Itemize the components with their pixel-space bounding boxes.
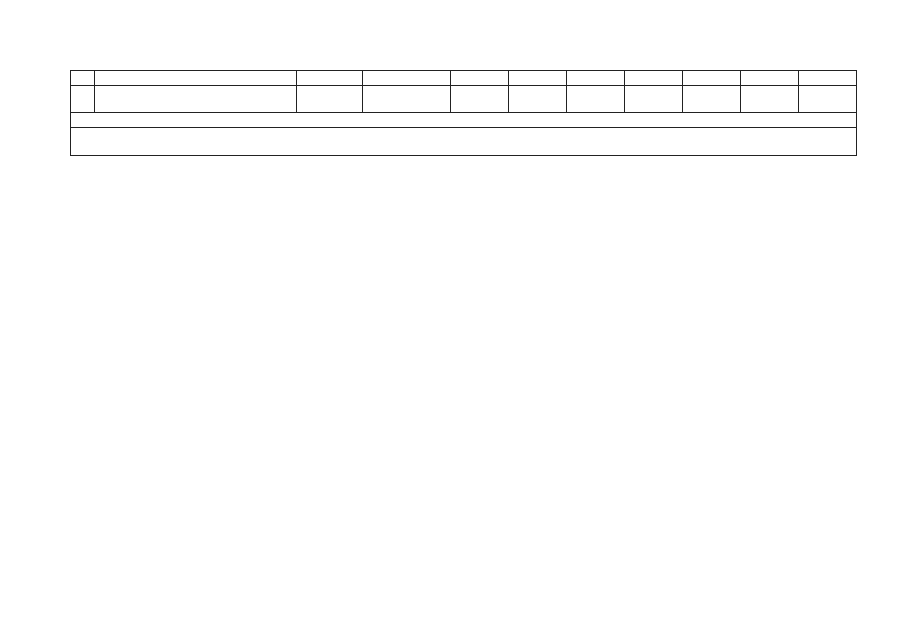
empty-cell (567, 86, 625, 113)
column-number-row (71, 71, 857, 86)
empty-cell (799, 86, 857, 113)
column-number (95, 71, 297, 86)
column-number (363, 71, 451, 86)
column-number (683, 71, 741, 86)
table-body (71, 71, 857, 128)
column-number (71, 71, 95, 86)
column-number (741, 71, 799, 86)
column-number (451, 71, 509, 86)
empty-cell (363, 86, 451, 113)
column-number (799, 71, 857, 86)
column-number (625, 71, 683, 86)
empty-cell (741, 86, 799, 113)
continuation-row (71, 86, 857, 113)
subprogram-title (71, 113, 857, 128)
indicators-table (70, 70, 857, 156)
indicator-cell (95, 86, 297, 113)
measure-row (71, 128, 857, 156)
empty-cell (71, 86, 95, 113)
column-number (297, 71, 363, 86)
empty-cell (297, 86, 363, 113)
measure-title (71, 128, 857, 156)
empty-cell (451, 86, 509, 113)
empty-cell (683, 86, 741, 113)
column-number (509, 71, 567, 86)
empty-cell (625, 86, 683, 113)
column-number (567, 71, 625, 86)
empty-cell (509, 86, 567, 113)
subprogram-row (71, 113, 857, 128)
